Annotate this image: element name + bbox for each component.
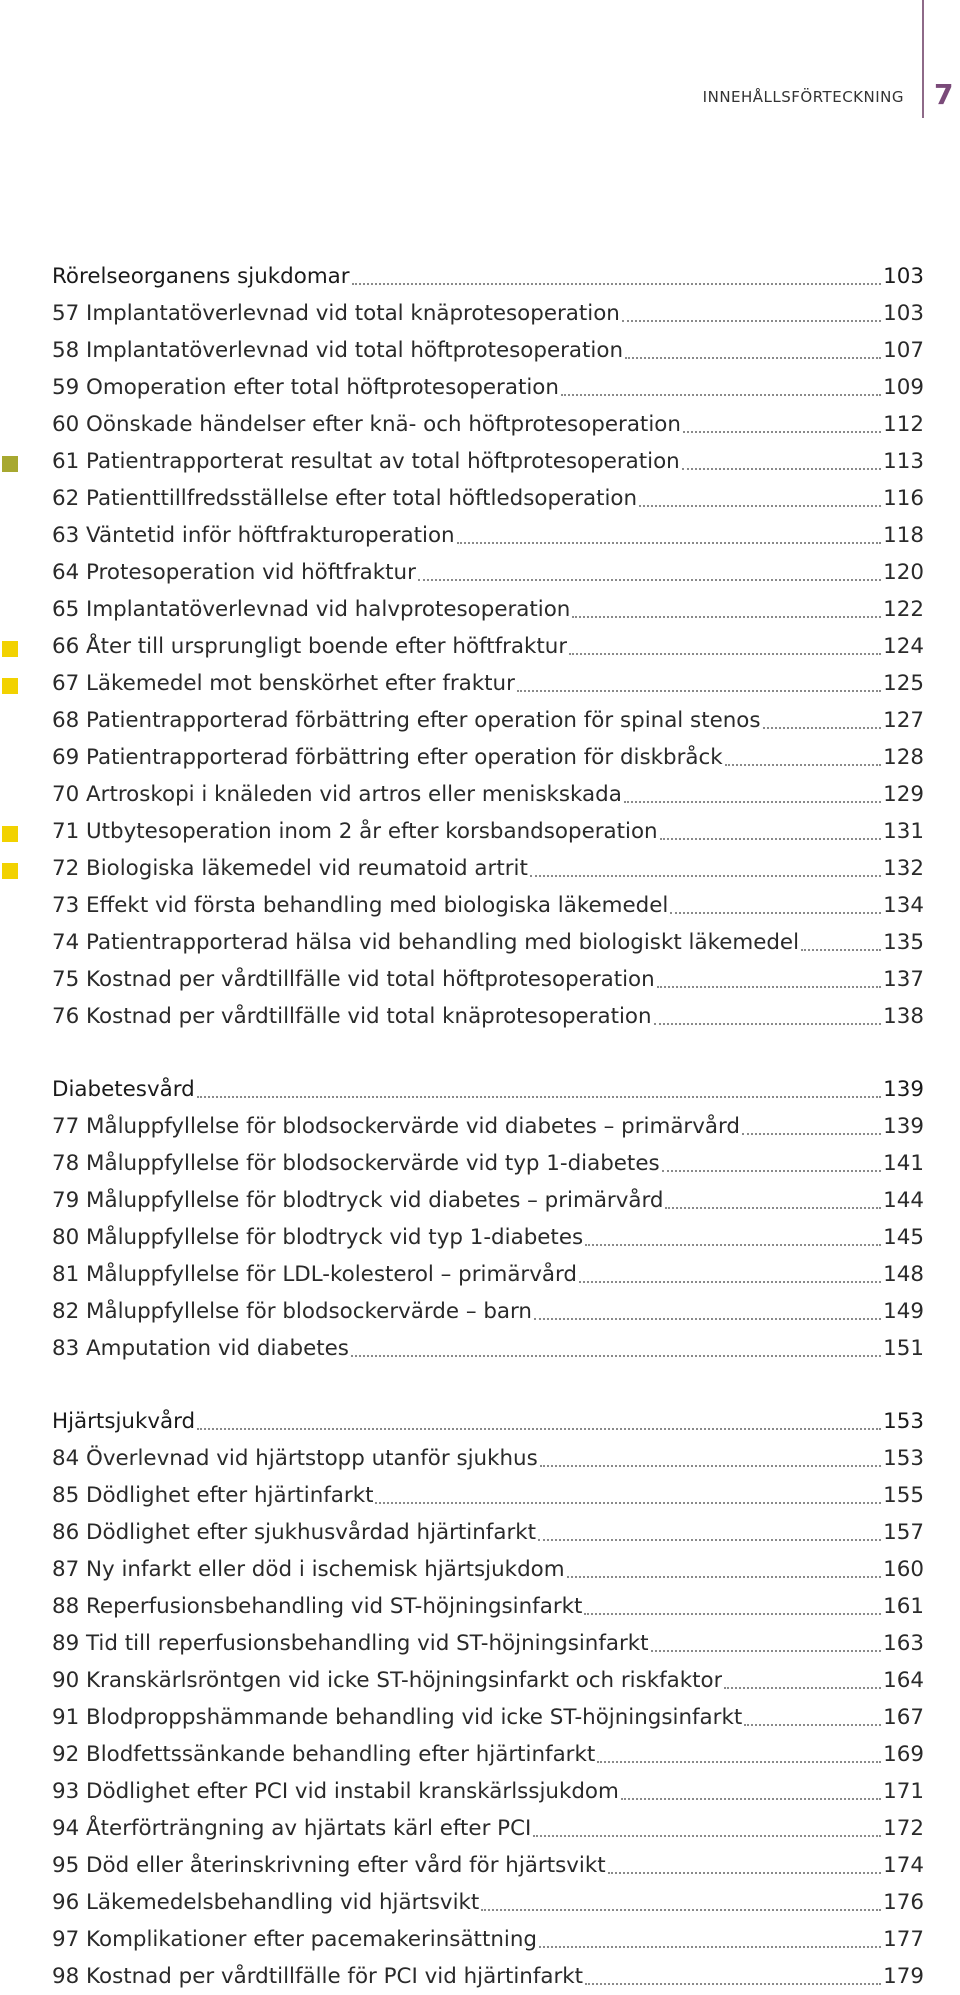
entry-title: 92 Blodfettssänkande behandling efter hjärtinfarkt [52,1742,596,1767]
entry-title: 73 Effekt vid första behandling med biologiska läkemedel [52,893,669,918]
entry-page: 141 [883,1151,924,1176]
entry-page: 139 [883,1114,924,1139]
dot-leader [682,468,881,470]
dot-leader [608,1872,882,1874]
entry-page: 151 [883,1336,924,1361]
entry-title: 84 Överlevnad vid hjärtstopp utanför sjukhus [52,1446,538,1471]
entry-page: 116 [883,486,924,511]
dot-leader [579,1281,881,1283]
section-page: 103 [883,264,924,289]
entry-title: 93 Dödlighet efter PCI vid instabil kranskärlssjukdom [52,1779,619,1804]
entry-page: 153 [883,1446,924,1471]
entry-page: 135 [883,930,924,955]
table-of-contents [52,258,924,1995]
section-title: Diabetesvård [52,1077,195,1102]
dot-leader [567,1576,882,1578]
toc-entry[interactable] [52,1810,924,1847]
toc-entry[interactable] [52,406,924,443]
entry-page: 132 [883,856,924,881]
entry-title: 66 Åter till ursprungligt boende efter höftfraktur [52,634,568,659]
entry-page: 176 [883,1890,924,1915]
toc-entry[interactable] [52,1662,924,1699]
entry-title: 58 Implantatöverlevnad vid total höftprotesoperation [52,338,623,363]
section-heading[interactable] [52,1071,924,1108]
toc-entry[interactable] [52,1108,924,1145]
entry-page: 112 [883,412,924,437]
entry-title: 61 Patientrapporterat resultat av total höftprotesoperation [52,449,680,474]
marker-square-icon [2,456,18,472]
entry-title: 76 Kostnad per vårdtillfälle vid total knäprotesoperation [52,1004,652,1029]
entry-title: 68 Patientrapporterad förbättring efter operation för spinal stenos [52,708,761,733]
entry-title: 72 Biologiska läkemedel vid reumatoid artrit [52,856,528,881]
entry-title: 65 Implantatöverlevnad vid halvprotesoperation [52,597,571,622]
entry-title: 96 Läkemedelsbehandling vid hjärtsvikt [52,1890,480,1915]
toc-entry[interactable] [52,961,924,998]
entry-title: 85 Dödlighet efter hjärtinfarkt [52,1483,374,1508]
dot-leader [683,431,881,433]
dot-leader [584,1613,881,1615]
entry-title: 75 Kostnad per vårdtillfälle vid total höftprotesoperation [52,967,655,992]
entry-page: 131 [883,819,924,844]
toc-section [52,1071,924,1367]
entry-page: 138 [883,1004,924,1029]
dot-leader [539,1946,881,1948]
dot-leader [457,542,882,544]
entry-page: 149 [883,1299,924,1324]
entry-page: 145 [883,1225,924,1250]
entry-page: 169 [883,1742,924,1767]
entry-title: 94 Återförträngning av hjärtats kärl efter PCI [52,1816,532,1841]
entry-page: 177 [883,1927,924,1952]
running-header: INNEHÅLLSFÖRTECKNING [702,88,904,106]
section-page: 153 [883,1409,924,1434]
entry-title: 71 Utbytesoperation inom 2 år efter korsbandsoperation [52,819,658,844]
entry-title: 62 Patienttillfredsställelse efter total höftledsoperation [52,486,638,511]
entry-page: 164 [883,1668,924,1693]
entry-page: 134 [883,893,924,918]
toc-entry[interactable] [52,1699,924,1736]
toc-entry[interactable] [52,1514,924,1551]
dot-leader [569,653,881,655]
entry-title: 63 Väntetid inför höftfrakturoperation [52,523,455,548]
toc-section [52,1403,924,1995]
entry-title: 95 Död eller återinskrivning efter vård för hjärtsvikt [52,1853,606,1878]
toc-entry[interactable] [52,628,924,665]
page-number: 7 [934,78,954,111]
toc-entry[interactable] [52,1588,924,1625]
entry-page: 109 [883,375,924,400]
dot-leader [585,1983,881,1985]
entry-title: 70 Artroskopi i knäleden vid artros eller meniskskada [52,782,622,807]
entry-title: 78 Måluppfyllelse för blodsockervärde vid typ 1-diabetes [52,1151,660,1176]
toc-entry[interactable] [52,369,924,406]
toc-entry[interactable] [52,1293,924,1330]
entry-page: 107 [883,338,924,363]
toc-entry[interactable] [52,1551,924,1588]
dot-leader [624,801,881,803]
toc-entry[interactable] [52,1847,924,1884]
dot-leader [742,1133,881,1135]
dot-leader [534,1318,881,1320]
section-title: Rörelseorganens sjukdomar [52,264,350,289]
marker-square-icon [2,641,18,657]
entry-title: 80 Måluppfyllelse för blodtryck vid typ 1-diabetes [52,1225,584,1250]
toc-entry[interactable] [52,702,924,739]
toc-entry[interactable] [52,1182,924,1219]
entry-title: 74 Patientrapporterad hälsa vid behandling med biologiskt läkemedel [52,930,800,955]
marker-square-icon [2,826,18,842]
toc-entry[interactable] [52,776,924,813]
entry-title: 87 Ny infarkt eller död i ischemisk hjärtsjukdom [52,1557,565,1582]
dot-leader [654,1023,882,1025]
toc-entry[interactable] [52,1440,924,1477]
dot-leader [763,727,882,729]
entry-title: 83 Amputation vid diabetes [52,1336,349,1361]
toc-entry[interactable] [52,924,924,961]
entry-title: 86 Dödlighet efter sjukhusvårdad hjärtinfarkt [52,1520,537,1545]
toc-entry[interactable] [52,295,924,332]
dot-leader [351,1355,881,1357]
toc-entry[interactable] [52,1773,924,1810]
dot-leader [418,579,881,581]
entry-title: 89 Tid till reperfusionsbehandling vid ST-höjningsinfarkt [52,1631,649,1656]
entry-page: 161 [883,1594,924,1619]
toc-entry[interactable] [52,887,924,924]
entry-page: 122 [883,597,924,622]
entry-title: 88 Reperfusionsbehandling vid ST-höjningsinfarkt [52,1594,583,1619]
entry-page: 127 [883,708,924,733]
dot-leader [375,1502,881,1504]
entry-page: 179 [883,1964,924,1989]
dot-leader [621,1798,881,1800]
dot-leader [538,1539,881,1541]
entry-title: 69 Patientrapporterad förbättring efter operation för diskbråck [52,745,723,770]
entry-page: 171 [883,1779,924,1804]
toc-entry[interactable] [52,850,924,887]
entry-page: 160 [883,1557,924,1582]
marker-square-icon [2,863,18,879]
dot-leader [561,394,881,396]
toc-entry[interactable] [52,1921,924,1958]
entry-title: 77 Måluppfyllelse för blodsockervärde vid diabetes – primärvård [52,1114,740,1139]
entry-title: 90 Kranskärlsröntgen vid icke ST-höjningsinfarkt och riskfaktor [52,1668,723,1693]
entry-page: 144 [883,1188,924,1213]
toc-entry[interactable] [52,739,924,776]
dot-leader [725,764,882,766]
entry-title: 79 Måluppfyllelse för blodtryck vid diabetes – primärvård [52,1188,664,1213]
toc-entry[interactable] [52,1884,924,1921]
dot-leader [625,357,881,359]
marker-square-icon [2,678,18,694]
entry-page: 103 [883,301,924,326]
toc-entry[interactable] [52,554,924,591]
dot-leader [197,1428,881,1430]
dot-leader [657,986,881,988]
entry-page: 137 [883,967,924,992]
entry-title: 60 Oönskade händelser efter knä- och höftprotesoperation [52,412,681,437]
toc-entry[interactable] [52,591,924,628]
dot-leader [197,1096,881,1098]
dot-leader [622,320,881,322]
dot-leader [517,690,881,692]
entry-title: 98 Kostnad per vårdtillfälle för PCI vid hjärtinfarkt [52,1964,584,1989]
toc-entry[interactable] [52,1736,924,1773]
entry-page: 174 [883,1853,924,1878]
entry-page: 113 [883,449,924,474]
toc-entry[interactable] [52,443,924,480]
dot-leader [639,505,881,507]
dot-leader [670,912,881,914]
dot-leader [572,616,881,618]
entry-page: 172 [883,1816,924,1841]
dot-leader [530,875,881,877]
section-heading[interactable] [52,1403,924,1440]
entry-page: 148 [883,1262,924,1287]
section-page: 139 [883,1077,924,1102]
toc-entry[interactable] [52,665,924,702]
section-title: Hjärtsjukvård [52,1409,196,1434]
dot-leader [597,1761,881,1763]
entry-page: 120 [883,560,924,585]
toc-entry[interactable] [52,1625,924,1662]
entry-page: 163 [883,1631,924,1656]
toc-entry[interactable] [52,1256,924,1293]
entry-title: 59 Omoperation efter total höftprotesoperation [52,375,559,400]
toc-entry[interactable] [52,1219,924,1256]
toc-entry[interactable] [52,998,924,1035]
dot-leader [533,1835,881,1837]
toc-entry[interactable] [52,1477,924,1514]
section-heading[interactable] [52,258,924,295]
toc-entry[interactable] [52,332,924,369]
entry-title: 67 Läkemedel mot benskörhet efter fraktur [52,671,515,696]
entry-title: 81 Måluppfyllelse för LDL-kolesterol – primärvård [52,1262,577,1287]
dot-leader [481,1909,881,1911]
dot-leader [352,283,882,285]
dot-leader [660,838,882,840]
toc-entry[interactable] [52,1145,924,1182]
dot-leader [744,1724,881,1726]
header-divider [922,0,924,118]
dot-leader [585,1244,881,1246]
entry-title: 64 Protesoperation vid höftfraktur [52,560,416,585]
entry-page: 155 [883,1483,924,1508]
toc-entry[interactable] [52,480,924,517]
entry-page: 167 [883,1705,924,1730]
toc-entry[interactable] [52,517,924,554]
dot-leader [662,1170,882,1172]
entry-title: 57 Implantatöverlevnad vid total knäprotesoperation [52,301,620,326]
entry-title: 97 Komplikationer efter pacemakerinsättning [52,1927,537,1952]
toc-entry[interactable] [52,1330,924,1367]
toc-entry[interactable] [52,813,924,850]
entry-page: 128 [883,745,924,770]
entry-title: 91 Blodproppshämmande behandling vid icke ST-höjningsinfarkt [52,1705,743,1730]
entry-page: 157 [883,1520,924,1545]
entry-title: 82 Måluppfyllelse för blodsockervärde – barn [52,1299,532,1324]
toc-section [52,258,924,1035]
entry-page: 125 [883,671,924,696]
dot-leader [651,1650,882,1652]
entry-page: 118 [883,523,924,548]
entry-page: 124 [883,634,924,659]
dot-leader [801,949,881,951]
entry-page: 129 [883,782,924,807]
dot-leader [540,1465,881,1467]
dot-leader [724,1687,881,1689]
dot-leader [665,1207,881,1209]
